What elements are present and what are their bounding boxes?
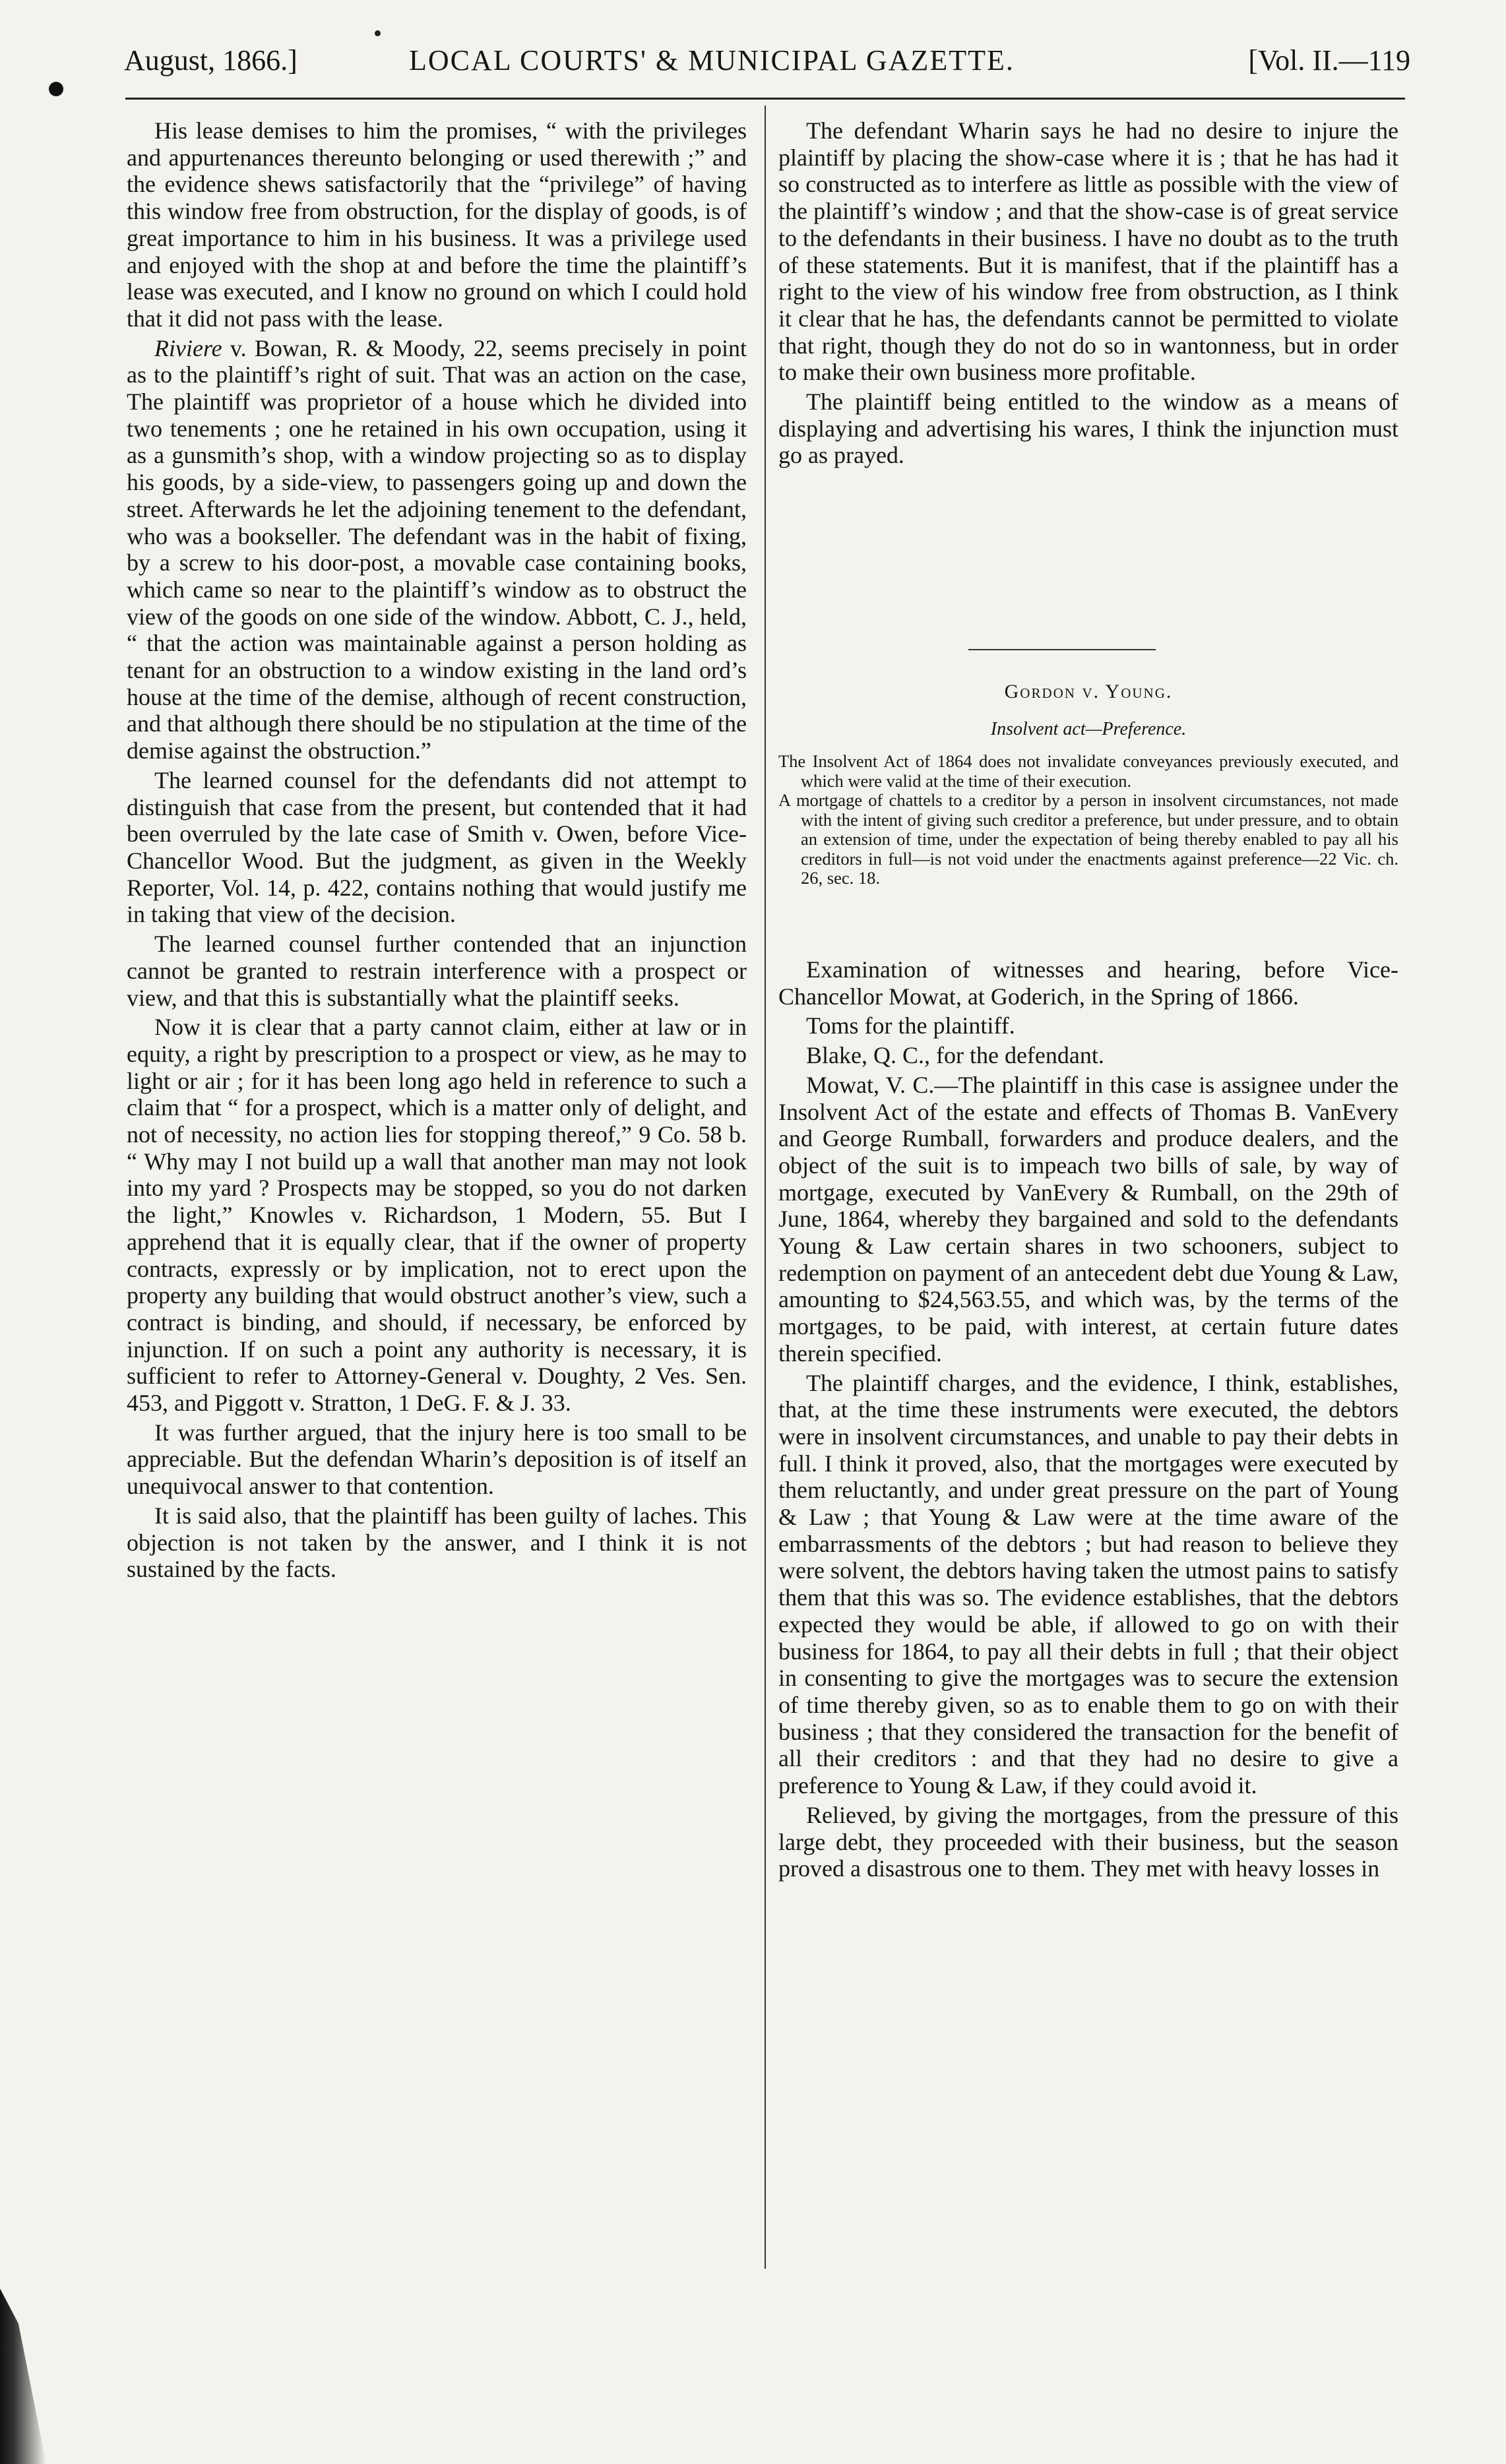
- case-name: Riviere: [154, 334, 222, 361]
- paragraph: Mowat, V. C.—The plaintiff in this case is assignee under the Insolvent Act of the estate and effects of Thomas B. VanEvery and George Rumball, forwarders and produce dealers, and the object of the suit is to impeach two bills of sale, by way of mortgage, executed by VanEvery & Rumball, on the 29th of June, 1864, whereby they bargained and sold to the defendants Young & Law certain shares in two schooners, subject to redemption on payment of an antecedent debt due Young & Law, amounting to $24,563.55, and which was, by the terms of the mortgages, to be paid, with interest, at certain future dates therein specified.: [778, 1071, 1398, 1367]
- issue-date: August, 1866.]: [124, 44, 298, 77]
- section-separator: [968, 649, 1156, 650]
- case-subject: Insolvent act—Preference.: [990, 719, 1187, 739]
- right-column-lower: [778, 956, 1398, 1882]
- scan-edge-smear: [0, 2289, 46, 2464]
- paragraph: Examination of witnesses and hearing, before Vice-Chancellor Mowat, at Goderich, in the Spring of 1866.: [778, 956, 1398, 1010]
- headnote-item: A mortgage of chattels to a creditor by a person in insolvent circumstances, not made with the intent of giving such creditor a preference, but under pressure, and to obtain an extension of time, under the expectation of being thereby enabled to pay all his creditors in full—is not void under the enactments against preference—22 Vic. ch. 26, sec. 18.: [778, 790, 1398, 888]
- running-head: [124, 34, 1410, 87]
- paragraph: The learned counsel further contended that an injunction cannot be granted to restrain interference with a prospect or view, and that this is substantially what the plaintiff seeks.: [127, 931, 747, 1011]
- case-title: Gordon v. Young.: [1004, 681, 1173, 702]
- paragraph: It was further argued, that the injury here is too small to be appreciable. But the defendan Wharin’s deposition is of itself an unequivocal answer to that contention.: [127, 1419, 747, 1500]
- publication-title: LOCAL COURTS' & MUNICIPAL GAZETTE.: [409, 44, 1015, 77]
- header-rule: [125, 98, 1405, 100]
- paragraph: Now it is clear that a party cannot claim, either at law or in equity, a right by prescription to a prospect or view, as he may to light or air ; for it has been long ago held in reference to such a claim that “ for a prospect, which is a matter only of delight, and not of necessity, no action lies for stopping thereof,” 9 Co. 58 b. “ Why may I not build up a wall that another man may not look into my yard ? Prospects may be stopped, so you do not darken the light,” Knowles v. Richardson, 1 Modern, 55. But I apprehend that it is equally clear, that if the owner of property contracts, expressly or by implication, not to erect upon the property any building that would obstruct another’s view, such a contract is binding, and should, if necessary, be enforced by injunction. If on such a point any authority is necessary, it is sufficient to refer to Attorney-General v. Doughty, 2 Ves. Sen. 453, and Piggott v. Stratton, 1 DeG. F. & J. 33.: [127, 1014, 747, 1417]
- paragraph: The plaintiff charges, and the evidence, I think, establishes, that, at the time these instruments were executed, the debtors were in insolvent circumstances, and unable to pay their debts in full. I think it proved, also, that the mortgages were executed by them reluctantly, and under great pressure on the part of Young & Law ; that Young & Law were at the time aware of the embarrassments of the debtors ; but had reason to believe they were solvent, the debtors having taken the utmost pains to satisfy them that this was so. The evidence establishes, that the debtors expected they would be able, if allowed to go on with their business for 1864, to pay all their debts in full ; that their object in consenting to give the mortgages was to secure the extension of time thereby given, so as to enable them to go on with their business ; that they considered the transaction for the benefit of all their creditors : and that they had no desire to give a preference to Young & Law, if they could avoid it.: [778, 1369, 1398, 1799]
- headnote: [778, 752, 1398, 888]
- right-column-top: [778, 117, 1398, 469]
- paragraph: The learned counsel for the defendants did not attempt to distinguish that case from the present, but contended that it had been overruled by the late case of Smith v. Owen, before Vice-Chancellor Wood. But the judgment, as given in the Weekly Reporter, Vol. 14, p. 422, contains nothing that would justify me in taking that view of the decision.: [127, 766, 747, 928]
- left-column: [127, 117, 747, 1583]
- headnote-item: The Insolvent Act of 1864 does not invalidate conveyances previously executed, and which were valid at the time of their execution.: [778, 751, 1398, 791]
- margin-dot: [49, 82, 63, 96]
- paragraph: Relieved, by giving the mortgages, from the pressure of this large debt, they proceeded with their business, but the season proved a disastrous one to them. They met with heavy losses in: [778, 1801, 1398, 1882]
- paragraph: [127, 335, 747, 764]
- volume-page: [Vol. II.—119: [1248, 44, 1410, 77]
- paragraph-text: v. Bowan, R. & Moody, 22, seems precisely in point as to the plaintiff’s right of suit. That was an action on the case, The plaintiff was proprietor of a house which he divided into two tenements ; one he retained in his own occupation, using it as a gunsmith’s shop, with a window projecting so as to display his goods, by a side-view, to passengers going up and down the street. Afterwards he let the adjoining tenement to the defendant, who was a bookseller. The defendant was in the habit of fixing, by a screw to his door-post, a movable case containing books, which came so near to the plaintiff’s window as to obstruct the view of the goods on one side of the window. Abbott, C. J., held, “ that the action was maintainable against a person holding as tenant for an obstruction to a window existing in the land ord’s house at the time of the demise, although of recent construction, and that although there should be no stipulation at the time of the demise against the obstruction.”: [127, 334, 747, 764]
- paragraph: It is said also, that the plaintiff has been guilty of laches. This objection is not taken by the answer, and I think it is not sustained by the facts.: [127, 1502, 747, 1583]
- counsel-line: Toms for the plaintiff.: [806, 1012, 1015, 1039]
- counsel-line: Blake, Q. C., for the defendant.: [806, 1042, 1104, 1069]
- paragraph: His lease demises to him the promises, “ with the privileges and appurtenances thereunto belonging or used therewith ;” and the evidence shews satisfactorily that the “privilege” of having this window free from obstruction, for the display of goods, is of great importance to him in his business. It was a privilege used and enjoyed with the shop at and before the time the plaintiff’s lease was executed, and I know no ground on which I could hold that it did not pass with the lease.: [127, 117, 747, 332]
- paragraph: The defendant Wharin says he had no desire to injure the plaintiff by placing the show-case where it is ; that he has had it so constructed as to interfere as little as possible with the view of the plaintiff’s window ; and that the show-case is of great service to the defendants in their business. I have no doubt as to the truth of these statements. But it is manifest, that if the plaintiff has a right to the view of his window free from obstruction, as I think it clear that he has, the defendants cannot be permitted to violate that right, though they do not do so in wantonness, but in order to make their own business more profitable.: [778, 117, 1398, 386]
- column-divider: [765, 106, 766, 2269]
- paragraph: The plaintiff being entitled to the window as a means of displaying and advertising his wares, I think the injunction must go as prayed.: [778, 388, 1398, 469]
